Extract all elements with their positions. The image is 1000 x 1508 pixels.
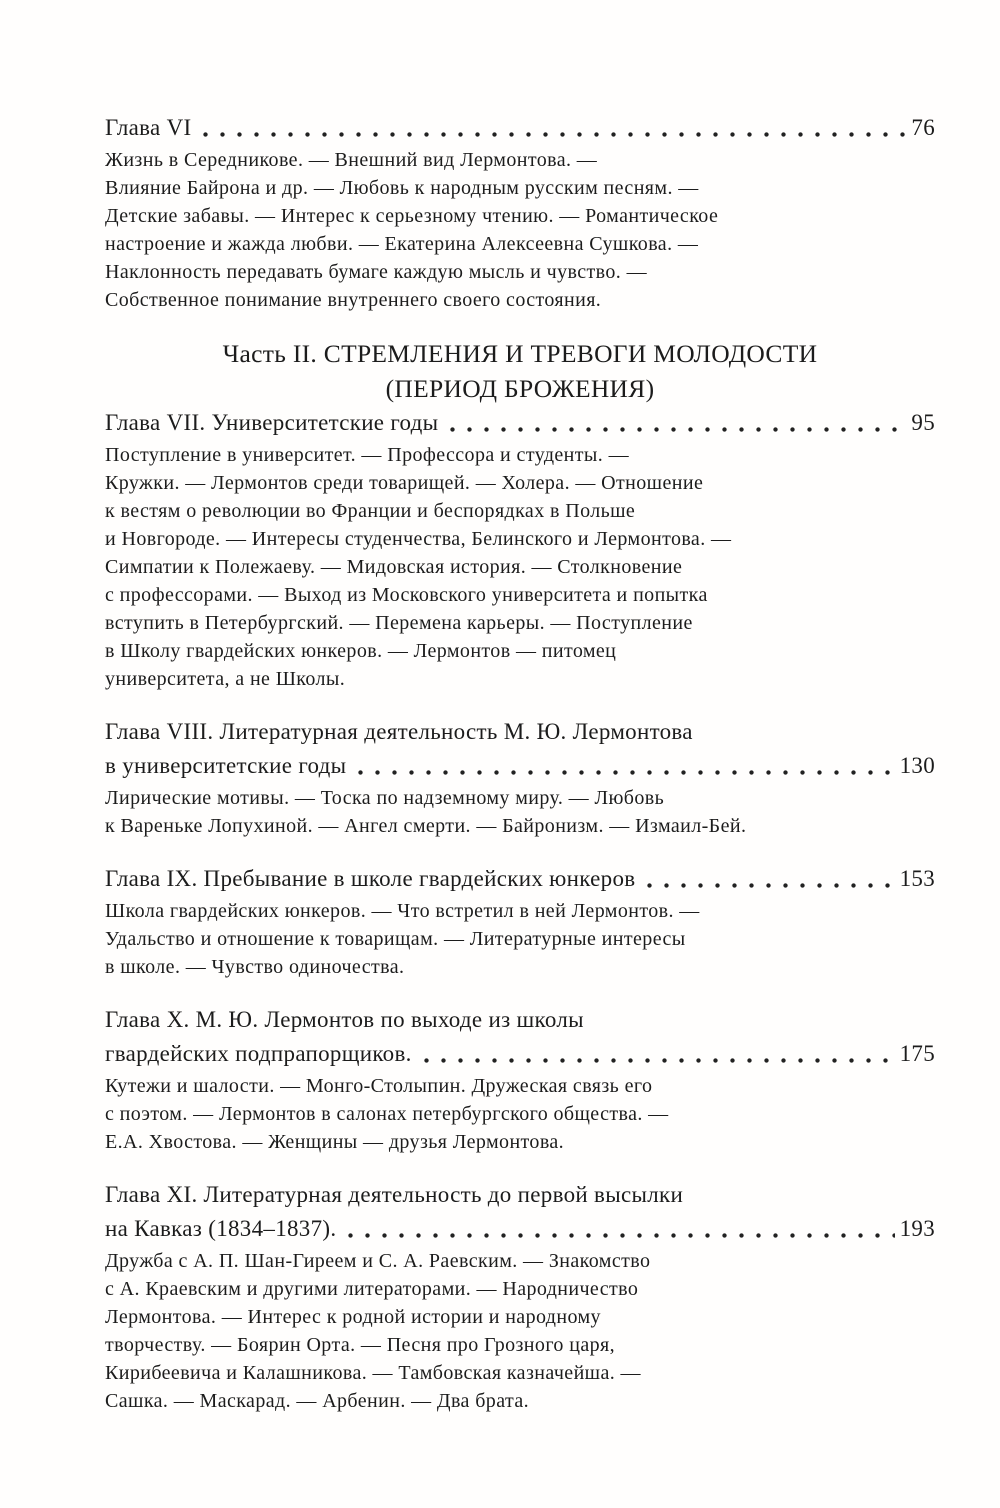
chapter-title-line: [105, 406, 935, 440]
summary-line: Собственное понимание внутреннего своего состояния.: [105, 289, 602, 311]
dot-leader: [358, 770, 894, 775]
summary-line: Симпатии к Полежаеву. — Мидовская история. — Столкновение: [105, 556, 683, 578]
summary-line: Наклонность передавать бумаге каждую мысль и чувство. —: [105, 261, 647, 283]
summary-line: к вестям о революции во Франции и беспорядках в Польше: [105, 500, 636, 522]
summary-line: Влияние Байрона и др. — Любовь к народным русским песням. —: [105, 177, 699, 199]
dot-leader: [450, 427, 906, 432]
dot-leader: [348, 1233, 894, 1238]
part-heading-line: (ПЕРИОД БРОЖЕНИЯ): [385, 374, 655, 403]
summary-line: в школе. — Чувство одиночества.: [105, 956, 405, 978]
summary-line: в Школу гвардейских юнкеров. — Лермонтов — питомец: [105, 640, 617, 662]
chapter-title-text: Глава VIII. Литературная деятельность М. Ю. Лермонтова: [105, 719, 693, 744]
summary-line: Дружба с А. П. Шан-Гиреем и С. А. Раевским. — Знакомство: [105, 1250, 651, 1272]
page-number: 153: [899, 866, 935, 891]
chapter-title-text: на Кавказ (1834–1837).: [105, 1216, 337, 1241]
chapter-title-text: гвардейских подпрапорщиков.: [105, 1041, 412, 1066]
summary-line: с А. Краевским и другими литераторами. — Народничество: [105, 1278, 639, 1300]
chapter-summary: [105, 784, 935, 840]
chapter-title-text: Глава X. М. Ю. Лермонтов по выходе из школы: [105, 1007, 584, 1032]
summary-line: Лирические мотивы. — Тоска по надземному миру. — Любовь: [105, 787, 665, 809]
part-heading: [105, 336, 935, 406]
toc-entry: [105, 862, 935, 981]
summary-line: и Новгороде. — Интересы студенчества, Белинского и Лермонтова. —: [105, 528, 732, 550]
page-number: 175: [899, 1041, 935, 1066]
dot-leader: [647, 883, 894, 888]
chapter-summary: [105, 146, 935, 314]
chapter-title-line: [105, 1178, 935, 1212]
summary-line: Школа гвардейских юнкеров. — Что встретил в ней Лермонтов. —: [105, 900, 700, 922]
toc-entry: [105, 715, 935, 840]
chapter-title-text: Глава VI: [105, 115, 192, 140]
chapter-summary: [105, 441, 935, 693]
toc-entry: [105, 1178, 935, 1415]
summary-line: с поэтом. — Лермонтов в салонах петербургского общества. —: [105, 1103, 669, 1125]
summary-line: творчеству. — Боярин Орта. — Песня про Грозного царя,: [105, 1334, 615, 1356]
chapter-title-text: Глава IX. Пребывание в школе гвардейских юнкеров: [105, 866, 636, 891]
dot-leader: [203, 132, 906, 137]
summary-line: Удальство и отношение к товарищам. — Литературные интересы: [105, 928, 686, 950]
chapter-title-line: [105, 1212, 935, 1246]
summary-line: Кутежи и шалости. — Монго-Столыпин. Дружеская связь его: [105, 1075, 653, 1097]
chapter-title-text: в университетские годы: [105, 753, 347, 778]
chapter-title-line: [105, 111, 935, 145]
page-number: 130: [899, 753, 935, 778]
chapter-title-line: [105, 715, 935, 749]
summary-line: Жизнь в Середникове. — Внешний вид Лермонтова. —: [105, 149, 598, 171]
page-number: 193: [899, 1216, 935, 1241]
toc-entry: [105, 406, 935, 693]
chapter-summary: [105, 1247, 935, 1415]
summary-line: университета, а не Школы.: [105, 668, 346, 690]
summary-line: Кружки. — Лермонтов среди товарищей. — Холера. — Отношение: [105, 472, 704, 494]
summary-line: Поступление в университет. — Профессора и студенты. —: [105, 444, 629, 466]
chapter-title-line: [105, 862, 935, 896]
toc-list: [105, 111, 935, 1415]
summary-line: Е.А. Хвостова. — Женщины — друзья Лермонтова.: [105, 1131, 565, 1153]
summary-line: настроение и жажда любви. — Екатерина Алексеевна Сушкова. —: [105, 233, 699, 255]
summary-line: вступить в Петербургский. — Перемена карьеры. — Поступление: [105, 612, 693, 634]
chapter-title-text: Глава XI. Литературная деятельность до первой высылки: [105, 1182, 684, 1207]
chapter-summary: [105, 1072, 935, 1156]
summary-line: Сашка. — Маскарад. — Арбенин. — Два брата.: [105, 1390, 530, 1412]
part-heading-line: Часть II. СТРЕМЛЕНИЯ И ТРЕВОГИ МОЛОДОСТИ: [222, 339, 818, 368]
toc-entry: [105, 1003, 935, 1156]
page-number: 95: [911, 410, 935, 435]
chapter-summary: [105, 897, 935, 981]
summary-line: Кирибеевича и Калашникова. — Тамбовская казначейша. —: [105, 1362, 641, 1384]
dot-leader: [424, 1058, 895, 1063]
page-number: 76: [911, 115, 935, 140]
chapter-title-text: Глава VII. Университетские годы: [105, 410, 439, 435]
chapter-title-line: [105, 749, 935, 783]
summary-line: Детские забавы. — Интерес к серьезному чтению. — Романтическое: [105, 205, 719, 227]
summary-line: к Вареньке Лопухиной. — Ангел смерти. — Байронизм. — Измаил-Бей.: [105, 815, 747, 837]
toc-entry: [105, 111, 935, 314]
chapter-title-line: [105, 1003, 935, 1037]
chapter-title-line: [105, 1037, 935, 1071]
summary-line: Лермонтова. — Интерес к родной истории и народному: [105, 1306, 601, 1328]
summary-line: с профессорами. — Выход из Московского университета и попытка: [105, 584, 708, 606]
